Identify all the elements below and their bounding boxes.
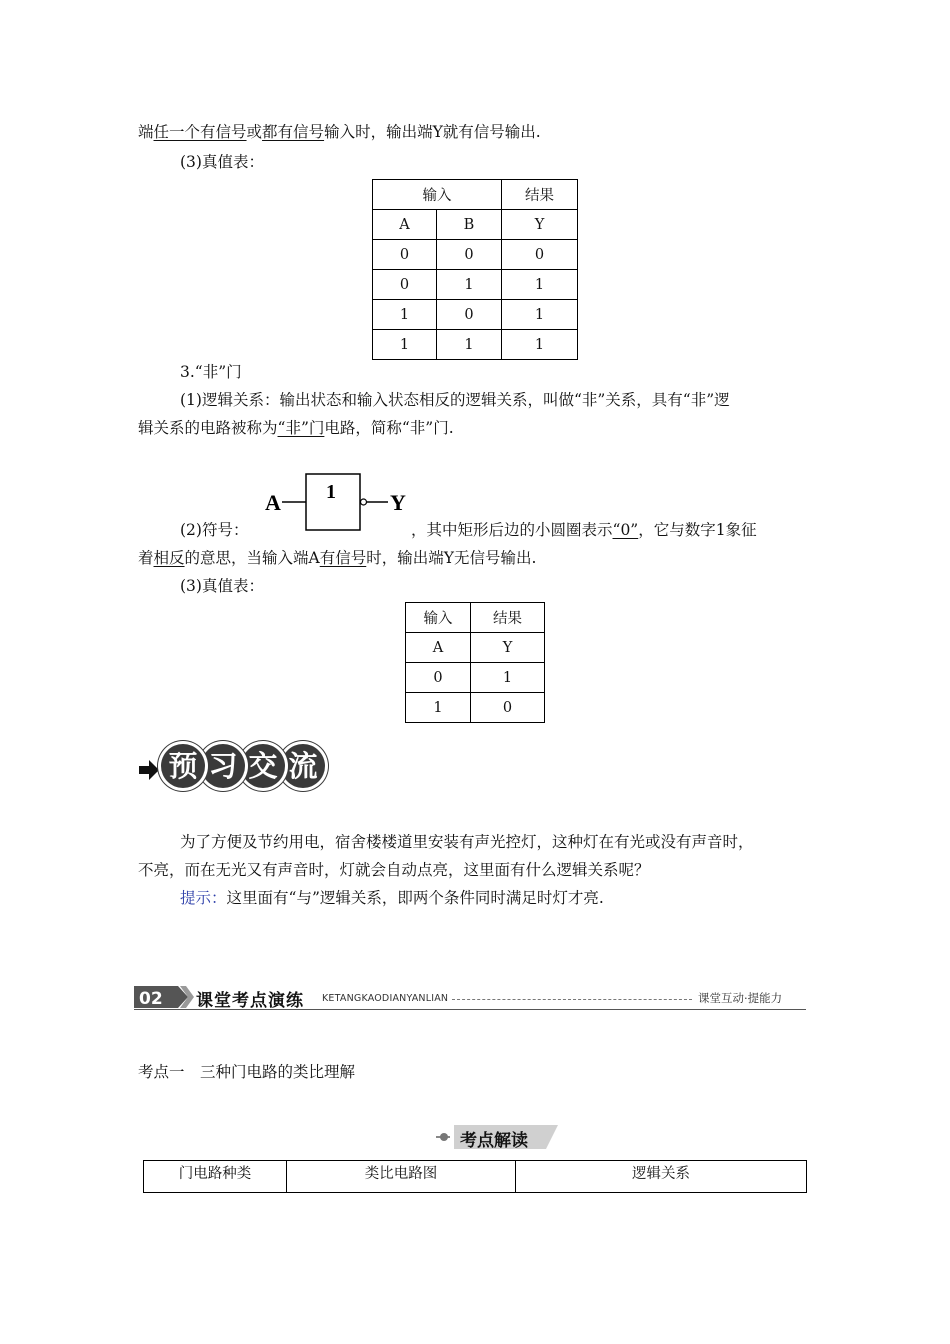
truth-table-label-or: (3)真值表：: [180, 153, 264, 171]
banner-char: 习: [201, 744, 245, 788]
table-cell: 1: [502, 330, 578, 360]
section-number: 02: [139, 989, 163, 1009]
table-header-input: 输入: [406, 603, 471, 633]
banner-char: 交: [241, 744, 285, 788]
section-right-label: 课堂互动·提能力: [698, 991, 783, 1005]
kaodian-badge: [436, 1124, 560, 1150]
hint-text: 这里面有“与”逻辑关系，即两个条件同时满足时灯才亮.: [226, 889, 604, 907]
table-cell: 0: [471, 693, 545, 723]
banner-char: 流: [281, 744, 325, 788]
table-row: [373, 240, 578, 270]
table-header-analog-circuit: 类比电路图: [287, 1161, 516, 1193]
section-dashed-line: [452, 999, 692, 1000]
table-header-input: 输入: [373, 180, 502, 210]
hint-line: [180, 888, 604, 908]
table-row: [373, 270, 578, 300]
table-cell: 0: [406, 663, 471, 693]
table-col-y: Y: [471, 633, 545, 663]
table-cell: 0: [373, 240, 437, 270]
table-cell: 1: [471, 663, 545, 693]
section-title: 课堂考点演练: [196, 991, 304, 1011]
arrow-right-icon: [137, 758, 161, 782]
table-col-b: B: [437, 210, 502, 240]
not-gate-symbol: [262, 470, 422, 536]
kaodian-heading: 考点一 三种门电路的类比理解: [138, 1063, 356, 1081]
question-line-2: 不亮，而在无光又有声音时，灯就会自动点亮，这里面有什么逻辑关系呢？: [138, 861, 650, 879]
gate-input-label: A: [265, 490, 281, 515]
or-truth-table: [372, 179, 578, 360]
table-header-result: 结果: [471, 603, 545, 633]
table-cell: 1: [437, 270, 502, 300]
table-row: [373, 210, 578, 240]
not-gate-heading: 3.“非”门: [180, 363, 242, 381]
table-cell: 0: [437, 240, 502, 270]
table-header-result: 结果: [502, 180, 578, 210]
section-number-badge: [134, 984, 194, 1010]
table-cell: 1: [373, 330, 437, 360]
table-row: [406, 693, 545, 723]
table-col-y: Y: [502, 210, 578, 240]
not-gate-logic-line-1: (1)逻辑关系：输出状态和输入状态相反的逻辑关系，叫做“非”关系，具有“非”逻: [180, 391, 730, 409]
table-col-a: A: [373, 210, 437, 240]
table-row: [406, 633, 545, 663]
not-truth-table: [405, 602, 545, 723]
section-underline: [134, 1009, 806, 1010]
section-pinyin: KETANGKAODIANYANLIAN: [322, 993, 449, 1004]
not-gate-description-line: 着相反的意思，当输入端A有信号时，输出端Y无信号输出.: [138, 549, 537, 567]
question-line-1: 为了方便及节约用电，宿舍楼楼道里安装有声光控灯，这种灯在有光或没有声音时，: [180, 833, 754, 851]
table-cell: 0: [502, 240, 578, 270]
not-gate-symbol-label: (2)符号：: [180, 521, 249, 539]
preview-banner: [137, 744, 357, 796]
table-cell: 1: [373, 300, 437, 330]
table-row: [373, 300, 578, 330]
table-row: [373, 330, 578, 360]
table-cell: 1: [406, 693, 471, 723]
not-gate-symbol-text: ，其中矩形后边的小圆圈表示“0”，它与数字1象征: [411, 521, 757, 539]
truth-table-label-not: (3)真值表：: [180, 577, 264, 595]
or-gate-description-line: 端任一个有信号或都有信号输入时，输出端Y就有信号输出.: [138, 123, 541, 141]
table-header-logic-relation: 逻辑关系: [516, 1161, 807, 1193]
gate-output-label: Y: [390, 490, 406, 515]
table-row: [144, 1161, 807, 1193]
table-cell: 1: [502, 300, 578, 330]
table-header-gate-type: 门电路种类: [144, 1161, 287, 1193]
not-gate-logic-line-2: 辑关系的电路被称为“非”门电路，简称“非”门.: [138, 419, 454, 437]
table-cell: 0: [373, 270, 437, 300]
banner-char: 预: [161, 744, 205, 788]
table-cell: 1: [502, 270, 578, 300]
badge-label: 考点解读: [460, 1131, 528, 1151]
gate-number-label: 1: [326, 481, 336, 503]
table-cell: 0: [437, 300, 502, 330]
gate-comparison-table: [143, 1160, 807, 1193]
gate-inversion-bubble: [361, 499, 367, 505]
table-cell: 1: [437, 330, 502, 360]
hint-label: 提示：: [180, 889, 227, 907]
table-col-a: A: [406, 633, 471, 663]
preview-banner-title: [161, 744, 321, 788]
section-bar: [134, 984, 806, 1010]
table-row: [406, 663, 545, 693]
